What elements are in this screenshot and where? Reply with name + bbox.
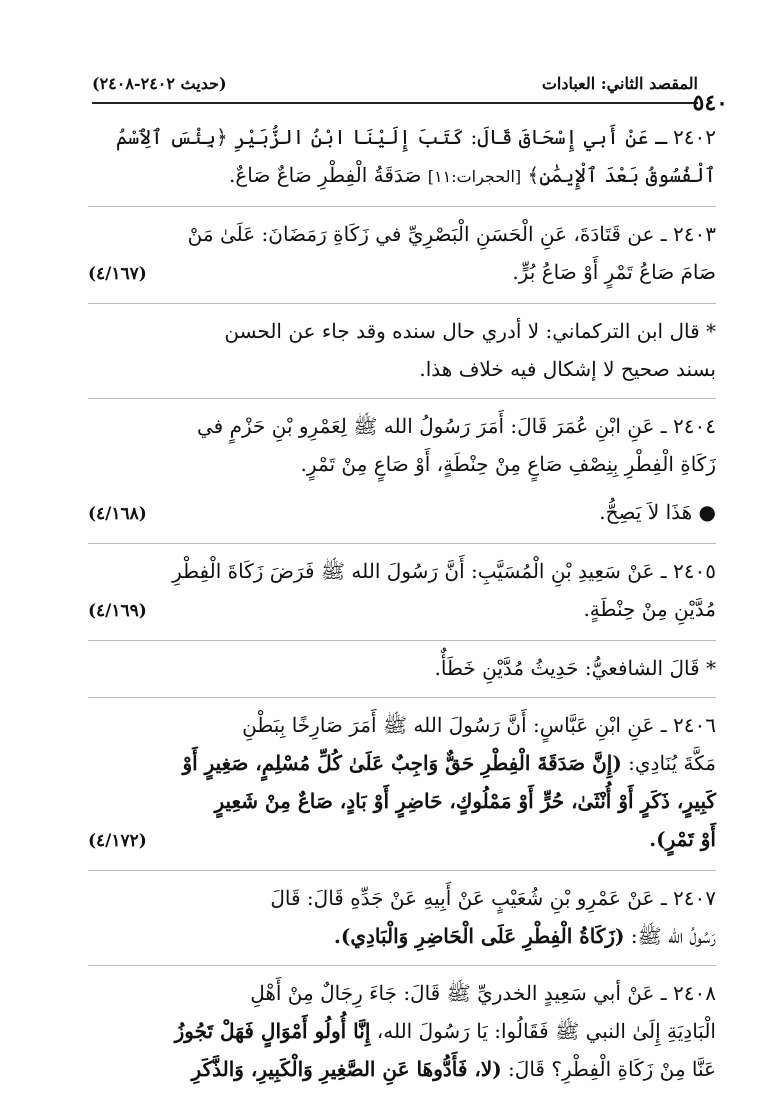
page-body bbox=[88, 118, 716, 1106]
text-line bbox=[88, 156, 716, 196]
hadith-matn-line: كَبِيرٍ، ذَكَرٍ أَوْ أُنْثَىٰ، حُرٍّ أَوْ مَمْلُوكٍ، حَاضِرٍ أَوْ بَادٍ، صَاعٌ مِنْ شَعِيرٍ bbox=[214, 789, 716, 813]
volume-page-reference: (٤/١٦٩) bbox=[88, 601, 147, 621]
volume-page-reference: (٤/١٦٧) bbox=[88, 264, 147, 284]
text-line bbox=[88, 493, 716, 533]
text-segment: مُدَّيْنِ مِنْ حِنْطَةٍ. bbox=[583, 597, 716, 621]
hadith-matn: (زَكَاةُ الْفِطْرِ عَلَى الْحَاضِرِ وَالْبَادِي). bbox=[333, 924, 625, 948]
hadith-matn: (إِنَّ صَدَقَةَ الْفِطْرِ حَقٌّ وَاجِبٌ عَلَىٰ كُلِّ مُسْلِمٍ، صَغِيرٍ أَوْ bbox=[182, 751, 622, 775]
quran-quote: ٱلْفُسُوقُ بَعْدَ ٱلْإِيمَٰنِ﴾ bbox=[521, 163, 716, 187]
text-line: ٢٤٠٢ ـ عَنْ أَبي إِسْحَاقَ قَالَ: كَتَبَ إِلَيْنَا ابْنُ الزُّبَيْرِ ﴿بِئْسَ ٱلِٱسْمُ bbox=[115, 125, 716, 149]
hadith-matn: أَوْ تَمْرٍ). bbox=[649, 827, 716, 851]
entry-divider bbox=[88, 640, 716, 641]
text-line: زَكَاةِ الْفِطْرِ بِنِصْفِ صَاعٍ مِنْ حِنْطَةٍ، أَوْ صَاعٍ مِنْ تَمْرٍ. bbox=[300, 452, 716, 476]
text-line: ٢٤٠٨ ـ عَنْ أبي سَعِيدٍ الخدريِّ ﷺ قَالَ: جَاءَ رِجَالٌ مِنْ أَهْلِ bbox=[250, 981, 716, 1005]
running-header bbox=[92, 68, 698, 104]
text-line bbox=[88, 1012, 716, 1050]
hadith-matn: إِنَّا أُولُو أَمْوَالٍ فَهَلْ تَجُوزُ bbox=[174, 1019, 371, 1043]
grading-note bbox=[88, 493, 716, 533]
entry-divider bbox=[88, 206, 716, 207]
text-line bbox=[88, 590, 716, 630]
header-hadith-range: (حديث ٢٤٠٢-٢٤٠٨) bbox=[92, 73, 227, 93]
commentary-ibn-turkmani bbox=[88, 312, 716, 388]
text-line: بسند صحيح لا إشكال فيه خلاف هذا. bbox=[419, 357, 716, 381]
text-line: ٢٤٠٥ ـ عَنْ سَعِيدِ بْنِ الْمُسَيَّبِ: أَنَّ رَسُولَ الله ﷺ فَرَضَ زَكَاةَ الْفِطْرِ bbox=[172, 559, 716, 583]
text-segment: رَسُولُ الله ﷺ: bbox=[624, 924, 716, 948]
volume-page-reference: (٤/١٦٨) bbox=[88, 504, 147, 524]
text-line: ٢٤٠٣ ـ عن قَتَادَةَ، عَنِ الْحَسَنِ الْبَصْرِيِّ في زَكَاةِ رَمَضَانَ: عَلَىٰ مَنْ bbox=[187, 222, 716, 246]
text-segment: مَكَّةَ يُنَادِي: bbox=[621, 751, 716, 775]
text-line bbox=[88, 744, 716, 782]
text-segment: صَامَ صَاعُ تَمْرٍ أَوْ صَاعُ بُرٍّ. bbox=[512, 260, 716, 284]
text-line: ٢٤٠٧ ـ عَنْ عَمْرِو بْنِ شُعَيْبٍ عَنْ أَبِيهِ عَنْ جَدِّهِ قَالَ: قَالَ bbox=[270, 886, 716, 910]
text-line: * قال ابن التركماني: لا أدري حال سنده وقد جاء عن الحسن bbox=[224, 319, 716, 343]
quran-reference: [الحجرات:١١] bbox=[427, 167, 522, 186]
text-line bbox=[88, 820, 716, 860]
commentary-shafii bbox=[88, 649, 716, 687]
text-segment: عَنَّا مِنْ زَكَاةِ الْفِطْرِ؟ قَالَ: bbox=[501, 1057, 716, 1081]
entry-divider bbox=[88, 870, 716, 871]
entry-divider bbox=[88, 398, 716, 399]
hadith-2403 bbox=[88, 215, 716, 293]
text-segment: صَدَقَةُ الْفِطْرِ صَاعٌ صَاعٌ. bbox=[228, 163, 428, 187]
header-section-title: المقصد الثاني: العبادات bbox=[541, 73, 698, 93]
page-number: ٥٤٠ bbox=[692, 90, 728, 116]
text-line bbox=[88, 1050, 716, 1088]
text-line: ٢٤٠٤ ـ عَنِ ابْنِ عُمَرَ قَالَ: أَمَرَ رَسُولُ الله ﷺ لِعَمْرِو بْنِ حَزْمٍ في bbox=[197, 414, 716, 438]
hadith-2407 bbox=[88, 879, 716, 955]
hadith-2408 bbox=[88, 974, 716, 1088]
text-line: ٢٤٠٦ ـ عَنِ ابْنِ عَبَّاسٍ: أَنَّ رَسُولَ الله ﷺ أَمَرَ صَارِخًا بِبَطْنِ bbox=[242, 713, 716, 737]
text-line bbox=[88, 253, 716, 293]
entry-divider bbox=[88, 965, 716, 966]
text-segment: ● هَذَا لاَ يَصِحُّ. bbox=[599, 500, 716, 524]
hadith-2406 bbox=[88, 706, 716, 860]
text-line: * قَالَ الشافعيُّ: حَدِيثُ مُدَّيْنِ خَطَأٌ. bbox=[434, 656, 716, 680]
hadith-2405 bbox=[88, 552, 716, 630]
hadith-2402 bbox=[88, 118, 716, 196]
entry-divider bbox=[88, 697, 716, 698]
volume-page-reference: (٤/١٧٢) bbox=[88, 831, 147, 851]
entry-divider bbox=[88, 303, 716, 304]
hadith-2404 bbox=[88, 407, 716, 483]
hadith-matn: (لا، فَأَدُّوهَا عَنِ الصَّغِيرِ وَالْكَبِيرِ، وَالذَّكَرِ bbox=[191, 1057, 502, 1081]
text-line bbox=[88, 917, 716, 955]
text-segment: الْبَادِيَةِ إِلَىٰ النبي ﷺ فَقَالُوا: يَا رَسُولَ الله، bbox=[370, 1019, 716, 1043]
entry-divider bbox=[88, 543, 716, 544]
